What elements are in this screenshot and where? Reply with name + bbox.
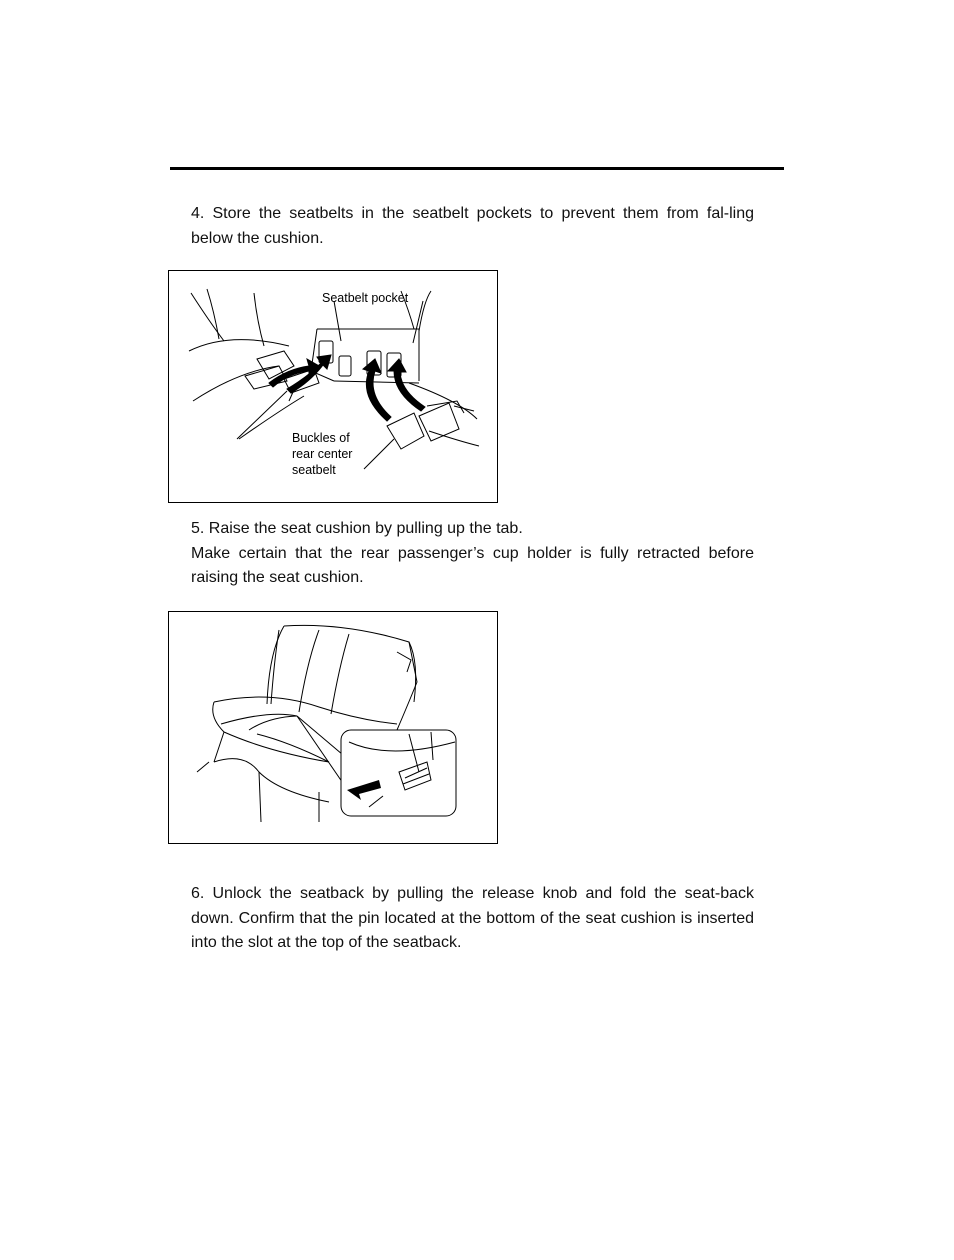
buckles-label <box>292 430 352 478</box>
buckles-label-line-1: Buckles of <box>292 431 350 445</box>
step-5-line-1: 5. Raise the seat cushion by pulling up the tab. <box>191 520 523 537</box>
seat-cushion-drawing <box>169 612 497 843</box>
buckles-label-line-2: rear center <box>292 447 353 461</box>
step-5-line-2: Make certain that the rear passenger’s cup holder is fully retracted before raising the seat cushion. <box>191 544 754 586</box>
step-4-paragraph: 4. Store the seatbelts in the seatbelt pockets to prevent them from fal-ling below the cushion. <box>191 205 754 247</box>
header-rule <box>170 167 784 170</box>
seatbelt-pocket-label: Seatbelt pocket <box>322 291 409 305</box>
step-6-paragraph: 6. Unlock the seatback by pulling the release knob and fold the seat-back down. Confirm that the pin located at the bottom of the seat cushion is inserted into the slot at the top of the seatback. <box>191 885 754 951</box>
seat-cushion-tab-illustration <box>168 611 498 844</box>
seatbelt-pocket-illustration <box>168 270 498 503</box>
step-4-text <box>191 202 754 251</box>
step-5-text <box>191 517 754 591</box>
step-6-text <box>191 882 754 956</box>
buckles-label-line-3: seatbelt <box>292 463 336 477</box>
